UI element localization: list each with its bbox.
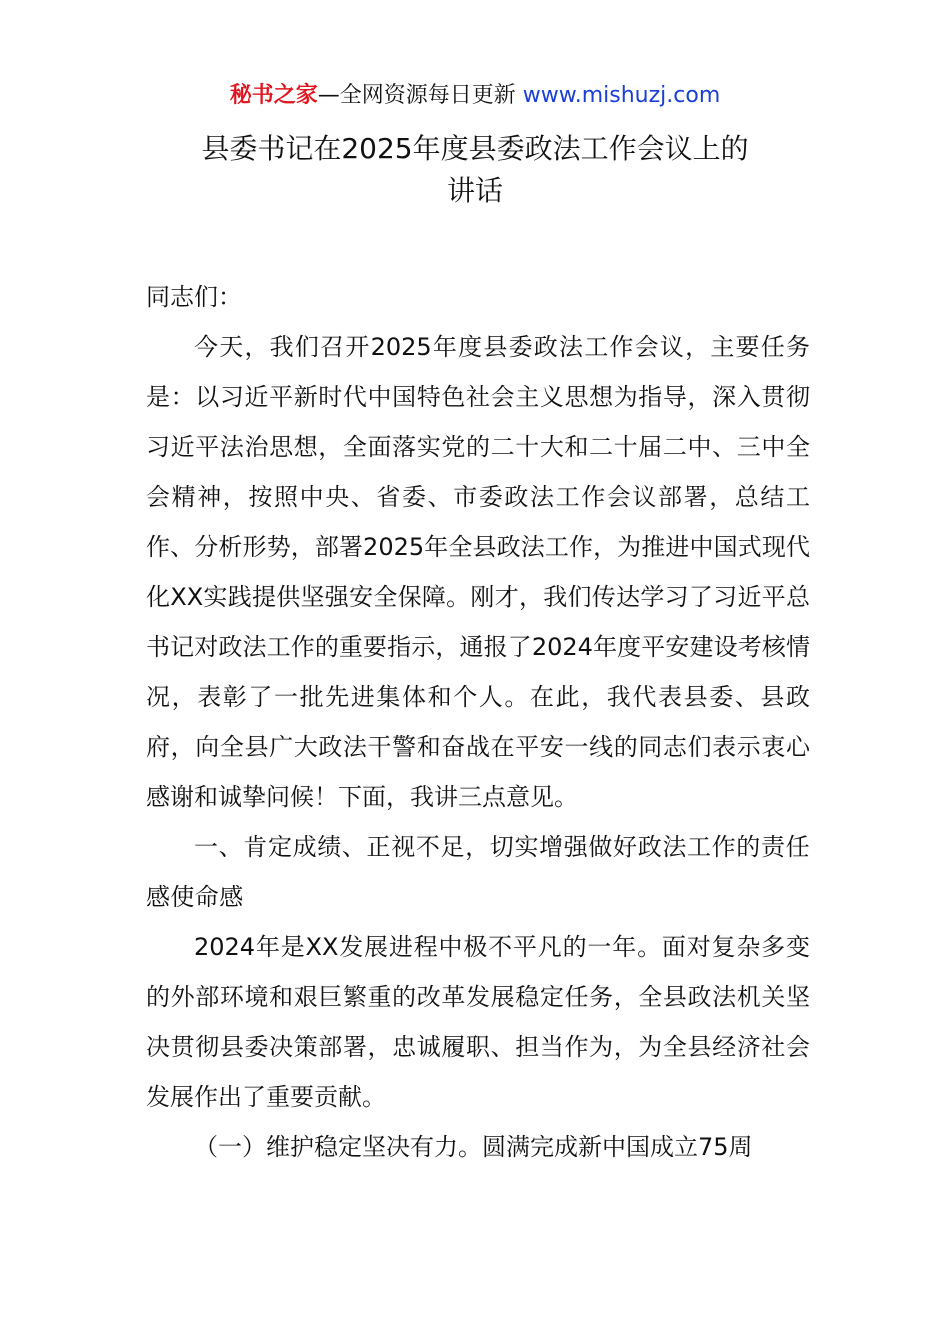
salutation: 同志们： — [146, 283, 242, 311]
document-title-line-2: 讲话 — [446, 174, 503, 207]
site-url-link[interactable]: www.mishuzj.com — [522, 83, 721, 108]
document-title — [100, 128, 850, 212]
site-banner — [0, 80, 950, 112]
document-body — [146, 272, 810, 1172]
paragraph-achievements: 2024年是XX发展进程中极不平凡的一年。面对复杂多变的外部环境和艰巨繁重的改革发展稳定任务，全县政法机关坚决贯彻县委决策部署，忠诚履职、担当作为，为全县经济社会发展作出了重要贡献。 — [146, 933, 810, 1111]
paragraph-stability: （一）维护稳定坚决有力。圆满完成新中国成立75周 — [194, 1133, 753, 1161]
site-brand: 秘书之家 — [229, 83, 318, 108]
paragraph-intro: 今天，我们召开2025年度县委政法工作会议，主要任务是：以习近平新时代中国特色社会主义思想为指导，深入贯彻习近平法治思想，全面落实党的二十大和二十届二中、三中全会精神，按照中央、省委、市委政法工作会议部署，总结工作、分析形势，部署2025年全县政法工作，为推进中国式现代化XX实践提供坚强安全保障。刚才，我们传达学习了习近平总书记对政法工作的重要指示，通报了2024年度平安建设考核情况，表彰了一批先进集体和个人。在此，我代表县委、县政府，向全县广大政法干警和奋战在平安一线的同志们表示衷心感谢和诚挚问候！下面，我讲三点意见。 — [146, 333, 810, 811]
document-title-line-1: 县委书记在2025年度县委政法工作会议上的 — [201, 132, 749, 165]
section-heading-1: 一、肯定成绩、正视不足，切实增强做好政法工作的责任感使命感 — [146, 833, 810, 911]
site-tagline: —全网资源每日更新 — [317, 83, 523, 108]
